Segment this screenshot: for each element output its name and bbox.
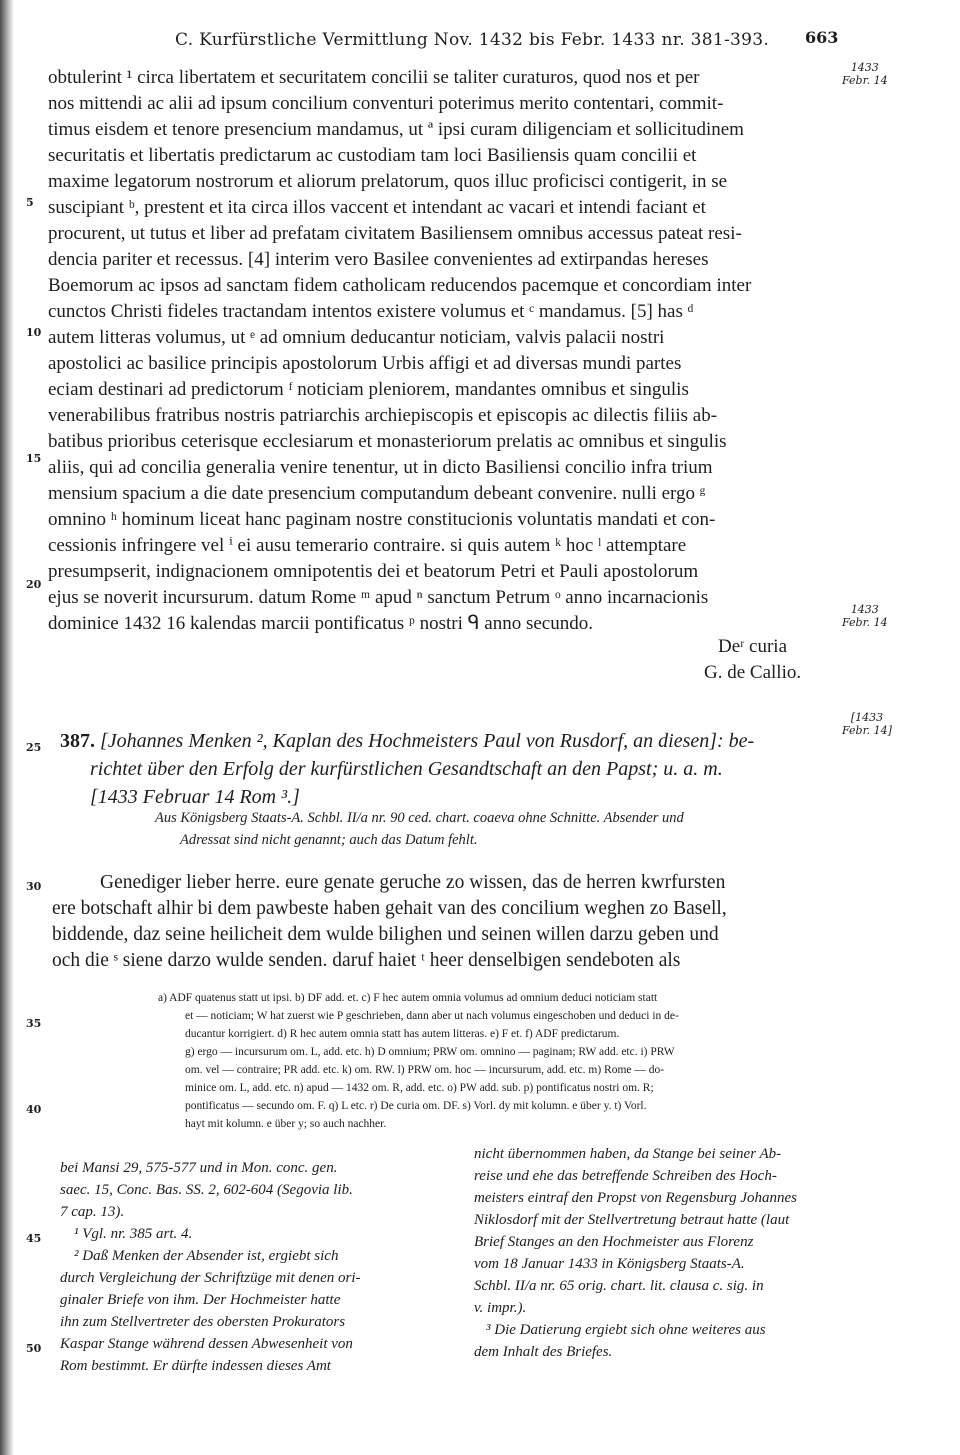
text-line: dencia pariter et recessus. [4] interim vero Basilee convenientes ad extirpandas hereses [48,249,709,270]
heading-line: richtet über den Erfolg der kurfürstlichen Gesandtschaft an den Papst; u. a. m. [90,758,723,780]
text-line: aliis, qui ad concilia generalia venire tenentur, ut in dicto Basiliensi concilio infra trium [48,457,713,478]
document-number: 387. [60,730,95,752]
running-title: C. Kurfürstliche Vermittlung Nov. 1432 bis Febr. 1433 nr. 381-393. [175,30,770,50]
letter-line: biddende, daz seine heilicheit dem wulde bilighen und seinen willen darzu geben und [52,924,719,945]
footnote-line: ginaler Briefe von ihm. Der Hochmeister hatte [60,1292,341,1308]
signature-line: Deʳ curia [718,636,788,657]
line-number: 10 [26,326,42,339]
signature-line: G. de Callio. [704,662,802,683]
letter-line: och die ˢ siene darzo wulde senden. daruf haiet ᵗ heer denselbigen sendeboten als [52,950,681,971]
text-line: apostolici ac basilice principis apostolorum Urbis affigi et ad diversas mundi partes [48,353,682,374]
text-line: securitatis et libertatis predictarum ac custodiam tam loci Basiliensis quam concilii et [48,145,697,166]
variant-note: om. vel — contraire; PR add. etc. k) om. RW. l) PRW om. hoc — incursurum, add. etc. m) Rome — do- [185,1064,665,1076]
footnote-line: Rom bestimmt. Er dürfte indessen dieses Amt [60,1358,331,1374]
text-line: mensium spacium a die date presencium computandum debeant convenire. nulli ergo ᵍ [48,483,706,504]
text-line: cunctos Christi fideles tractandam intentos existere volumus et ᶜ mandamus. [5] has ᵈ [48,301,694,322]
text-line: obtulerint ¹ circa libertatem et securitatem concilii se taliter curaturos, quod nos et per [48,67,700,88]
variant-note: hayt mit kolumn. e über y; so auch nachher. [185,1118,387,1130]
footnote-line: Schbl. II/a nr. 65 orig. chart. lit. clausa c. sig. in [474,1278,764,1294]
footnote-line: ¹ Vgl. nr. 385 art. 4. [74,1226,193,1242]
text-line: batibus prioribus ceterisque ecclesiarum et monasteriorum prelatis ac omnibus et singulis [48,431,727,452]
binding-shadow [0,0,14,1455]
footnote-line: nicht übernommen haben, da Stange bei seiner Ab- [474,1146,782,1162]
text-line: eciam destinari ad predictorum ᶠ noticiam pleniorem, mandantes omnibus et singulis [48,379,689,400]
margin-date-day: Febr. 14 [842,73,888,87]
source-note: Aus Königsberg Staats-A. Schbl. II/a nr. 90 ced. chart. coaeva ohne Schnitte. Absender und [155,810,684,826]
margin-date-2 [842,604,888,629]
footnote-line: saec. 15, Conc. Bas. SS. 2, 602-604 (Segovia lib. [60,1182,353,1198]
variant-note: minice om. L, add. etc. n) apud — 1432 om. R, add. etc. o) PW add. sub. p) pontificatus nostri om. R; [185,1082,654,1094]
variant-note: et — noticiam; W hat zuerst wie P geschrieben, dann aber ut nach volumus eingeschoben und deduci in de- [185,1010,679,1022]
footnote-line: ² Daß Menken der Absender ist, ergiebt sich [74,1248,339,1264]
text-line: nos mittendi ac alii ad ipsum concilium conventuri poterimus merito contentari, commit- [48,93,724,114]
footnote-line: Niklosdorf mit der Stellvertretung betraut hatte (laut [474,1212,790,1228]
margin-date-day: Febr. 14] [842,723,892,737]
line-number: 40 [26,1103,42,1116]
document-heading [60,730,754,753]
text-line: ejus se noverit incursurum. datum Rome ᵐ apud ⁿ sanctum Petrum ᵒ anno incarnacionis [48,587,709,608]
footnote-line: meisters eintraf den Propst von Regensburg Johannes [474,1190,798,1206]
footnote-line: Brief Stanges an den Hochmeister aus Florenz [474,1234,754,1250]
footnote-line: durch Vergleichung der Schriftzüge mit denen ori- [60,1270,361,1286]
text-line: presumpserit, indignacionem omnipotentis dei et beatorum Petri et Pauli apostolorum [48,561,699,582]
variant-note: g) ergo — incursurum om. L, add. etc. h) D omnium; PRW om. omnino — paginam; RW add. etc. i) PRW [185,1046,675,1058]
text-line: timus eisdem et tenore presencium mandamus, ut ª ipsi curam diligenciam et sollicitudinem [48,119,744,140]
heading-line: [1433 Februar 14 Rom ³.] [90,786,300,808]
letter-line: ere botschaft alhir bi dem pawbeste haben gehait van des concilium weghen zo Basell, [52,898,727,919]
text-line: cessionis infringere vel ⁱ ei ausu temerario contraire. si quis autem ᵏ hoc ˡ attemptare [48,535,687,556]
line-number: 30 [26,880,42,893]
variant-note: pontificatus — secundo om. F. q) L etc. r) De curia om. DF. s) Vorl. dy mit kolumn. e über y. t) Vorl. [185,1100,647,1112]
margin-date-day: Febr. 14 [842,615,888,629]
text-line: maxime legatorum nostrorum et aliorum prelatorum, quos illuc proficisci contigerit, in se [48,171,728,192]
footnote-line: ³ Die Datierung ergiebt sich ohne weiteres aus [486,1322,766,1338]
footnote-line: vom 18 Januar 1433 in Königsberg Staats-A. [474,1256,745,1272]
text-line: procurent, ut tutus et liber ad prefatam civitatem Basiliensem omnibus accessus pateat resi- [48,223,742,244]
text-line: Boemorum ac ipsos ad sanctam fidem catholicam reducendos pacemque et concordiam inter [48,275,752,296]
footnote-line: v. impr.). [474,1300,527,1316]
margin-date-3 [842,712,892,737]
footnote-line: Kaspar Stange während dessen Abwesenheit von [60,1336,353,1352]
letter-line: Genediger lieber herre. eure genate geruche zo wissen, das de herren kwrfursten [100,872,726,893]
text-line: suscipiant ᵇ, prestent et ita circa illos vaccent et intendant ac vacari et intendi faciant et [48,197,706,218]
line-number: 35 [26,1017,42,1030]
footnote-line: reise und ehe das betreffende Schreiben des Hoch- [474,1168,777,1184]
footnote-line: bei Mansi 29, 575-577 und in Mon. conc. gen. [60,1160,338,1176]
footnote-line: dem Inhalt des Briefes. [474,1344,613,1360]
footnote-line: ihn zum Stellvertreter des obersten Prokurators [60,1314,346,1330]
variant-note: a) ADF quatenus statt ut ipsi. b) DF add. et. c) F hec autem omnia volumus ad omnium deduci noticiam statt [158,992,658,1004]
line-number: 15 [26,452,42,465]
text-line: autem litteras volumus, ut ᵉ ad omnium deducantur noticiam, valvis palacii nostri [48,327,665,348]
heading-line: [Johannes Menken ², Kaplan des Hochmeisters Paul von Rusdorf, an diesen]: be- [100,730,755,752]
line-number: 25 [26,741,42,754]
line-number: 45 [26,1232,42,1245]
margin-date-year: 1433 [850,61,879,74]
line-number: 50 [26,1342,42,1355]
footnote-line: 7 cap. 13). [60,1204,125,1220]
page-number: 663 [805,28,839,47]
text-line: dominice 1432 16 kalendas marcii pontificatus ᵖ nostri ᑫ anno secundo. [48,613,593,634]
margin-date-year: 1433 [850,603,879,616]
margin-date-year: [1433 [850,711,884,724]
margin-date-1 [842,62,888,87]
text-line: omnino ʰ hominum liceat hanc paginam nostre constitucionis voluntatis mandati et con- [48,509,716,530]
variant-note: ducantur korrigiert. d) R hec autem omnia statt has autem litteras. e) F et. f) ADF predictarum. [185,1028,620,1040]
source-note: Adressat sind nicht genannt; auch das Datum fehlt. [180,832,478,848]
line-number: 5 [26,196,34,209]
text-line: venerabilibus fratribus nostris patriarchis archiepiscopis et episcopis ac dilectis filiis ab- [48,405,718,426]
line-number: 20 [26,578,42,591]
